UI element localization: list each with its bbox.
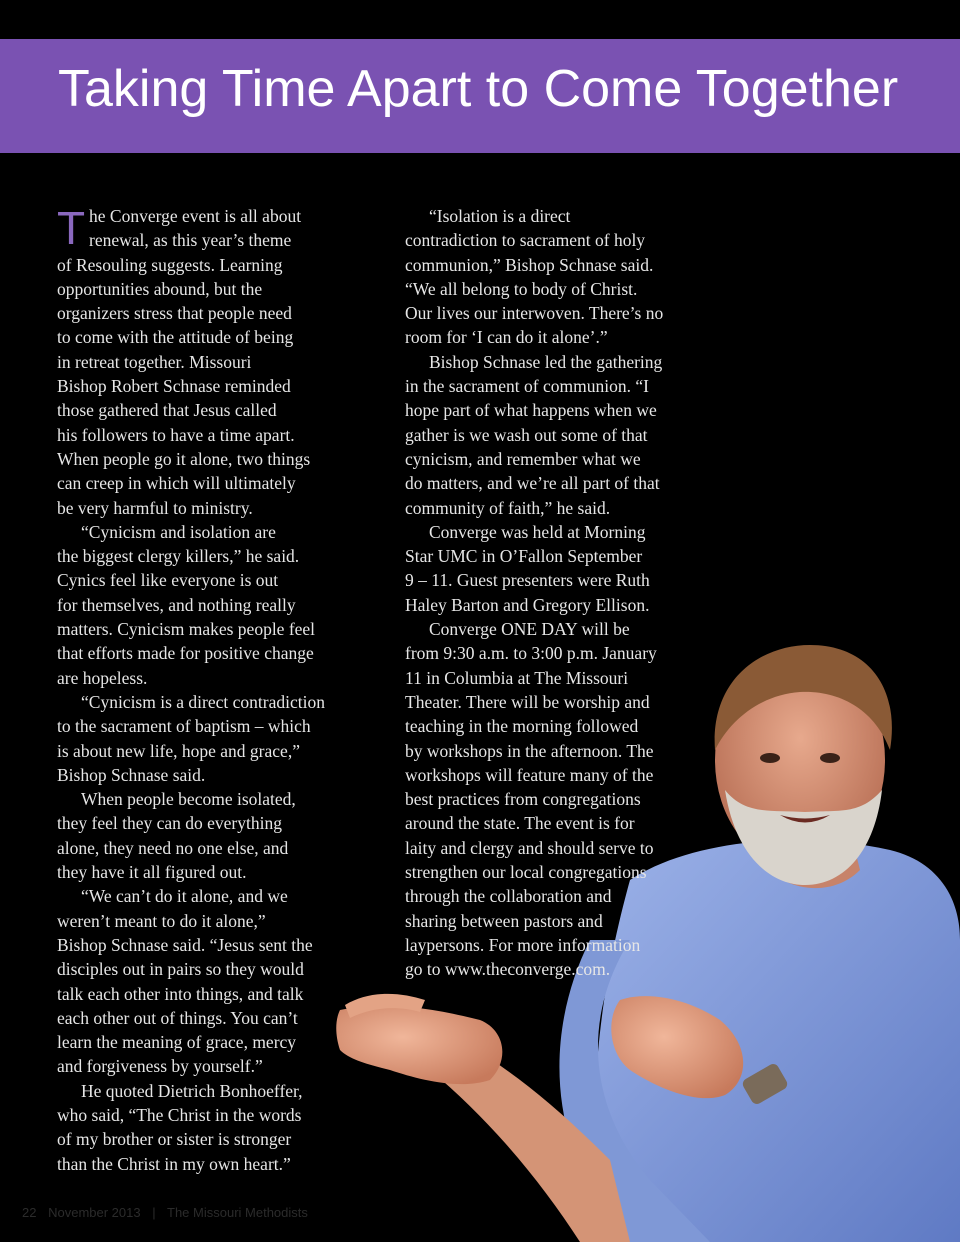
article-line: 9 – 11. Guest presenters were Ruth [405, 570, 650, 591]
article-line: of my brother or sister is stronger [57, 1129, 292, 1150]
article-line: laypersons. For more information [405, 934, 641, 955]
article-line: who said, “The Christ in the words [57, 1104, 302, 1125]
article-line: Bishop Schnase led the gathering [429, 351, 663, 372]
article-line: When people become isolated, [81, 789, 296, 810]
article-line: that efforts made for positive change [57, 643, 314, 664]
article-line: Bishop Schnase said. “Jesus sent the [57, 934, 313, 955]
article-line: can creep in which will ultimately [57, 473, 296, 494]
article-line: in retreat together. Missouri [57, 351, 252, 372]
article-line: than the Christ in my own heart.” [57, 1153, 291, 1174]
article-line: hope part of what happens when we [405, 400, 657, 421]
article-line: workshops will feature many of the [405, 764, 654, 785]
article-column-right [405, 204, 677, 982]
article-line: “We all belong to body of Christ. [405, 278, 638, 299]
eye-shape [820, 753, 840, 763]
article-line: be very harmful to ministry. [57, 497, 253, 518]
article-line: strengthen our local congregations [405, 862, 647, 883]
article-column-left [57, 204, 329, 1176]
page-number: 22 [22, 1205, 37, 1220]
article-line: and forgiveness by yourself.” [57, 1056, 263, 1077]
article-line: best practices from congregations [405, 789, 641, 810]
article-line: Theater. There will be worship and [405, 691, 650, 712]
article-line: they have it all figured out. [57, 862, 247, 883]
eye-shape [760, 753, 780, 763]
article-line: 11 in Columbia at The Missouri [405, 667, 629, 688]
article-line: in the sacrament of communion. “I [405, 376, 649, 397]
article-line: cynicism, and remember what we [405, 448, 641, 469]
article-line: from 9:30 a.m. to 3:00 p.m. January [405, 643, 657, 664]
article-line: Cynics feel like everyone is out [57, 570, 279, 591]
article-line: are hopeless. [57, 667, 148, 688]
article-line: contradiction to sacrament of holy [405, 230, 646, 251]
article-line: weren’t meant to do it alone,” [57, 910, 266, 931]
article-line: each other out of things. You can’t [57, 1007, 298, 1028]
article-line: those gathered that Jesus called [57, 400, 277, 421]
article-line: “Isolation is a direct [429, 206, 571, 226]
article-line: of Resouling suggests. Learning [57, 254, 283, 275]
article-title: Taking Time Apart to Come Together [58, 60, 899, 118]
article-line: through the collaboration and [405, 886, 612, 907]
footer-separator: | [152, 1205, 156, 1220]
article-line: do matters, and we’re all part of that [405, 473, 660, 494]
article-line: laity and clergy and should serve to [405, 837, 654, 858]
article-line: alone, they need no one else, and [57, 837, 289, 858]
article-line: “Cynicism is a direct contradiction [81, 691, 325, 712]
article-line: around the state. The event is for [405, 813, 635, 834]
article-line: renewal, as this year’s theme [89, 230, 292, 251]
issue-date: November 2013 [48, 1205, 141, 1220]
article-line-text: he Converge event is all about [89, 206, 302, 226]
article-line: Bishop Schnase said. [57, 764, 206, 785]
article-line: opportunities abound, but the [57, 278, 263, 299]
article-line: communion,” Bishop Schnase said. [405, 254, 654, 275]
title-band [0, 39, 960, 153]
article-line: to come with the attitude of being [57, 327, 294, 348]
article-line: go to www.theconverge.com. [405, 959, 611, 980]
article-line: disciples out in pairs so they would [57, 959, 304, 980]
article-line: gather is we wash out some of that [405, 424, 648, 445]
article-line: He quoted Dietrich Bonhoeffer, [81, 1080, 303, 1101]
publication-name: The Missouri Methodists [167, 1205, 308, 1220]
page-footer [22, 1205, 316, 1220]
article-line: matters. Cynicism makes people feel [57, 619, 316, 640]
article-line: Haley Barton and Gregory Ellison. [405, 594, 650, 615]
article-line: Converge ONE DAY will be [429, 619, 630, 640]
article-line: learn the meaning of grace, mercy [57, 1032, 297, 1053]
article-line: “We can’t do it alone, and we [81, 886, 288, 907]
article-line: talk each other into things, and talk [57, 983, 304, 1004]
article-line: “Cynicism and isolation are [81, 521, 276, 542]
article-line: community of faith,” he said. [405, 497, 611, 518]
article-line: to the sacrament of baptism – which [57, 716, 311, 737]
article-line: sharing between pastors and [405, 910, 603, 931]
article-line: his followers to have a time apart. [57, 424, 295, 445]
article-line: they feel they can do everything [57, 813, 282, 834]
article-line: When people go it alone, two things [57, 448, 311, 469]
article-line: Star UMC in O’Fallon September [405, 546, 643, 567]
article-line: room for ‘I can do it alone’.” [405, 327, 608, 348]
drop-cap: T [57, 202, 86, 254]
article-line: Our lives our interwoven. There’s no [405, 303, 664, 324]
article-line: by workshops in the afternoon. The [405, 740, 654, 761]
article-line: for themselves, and nothing really [57, 594, 296, 615]
article-line: the biggest clergy killers,” he said. [57, 546, 300, 567]
article-line: is about new life, hope and grace,” [57, 740, 300, 761]
article-line: Converge was held at Morning [429, 521, 646, 542]
article-line: organizers stress that people need [57, 303, 292, 324]
article-line: teaching in the morning followed [405, 716, 639, 737]
article-line: Bishop Robert Schnase reminded [57, 376, 291, 397]
left-hand-shape [336, 1006, 502, 1084]
